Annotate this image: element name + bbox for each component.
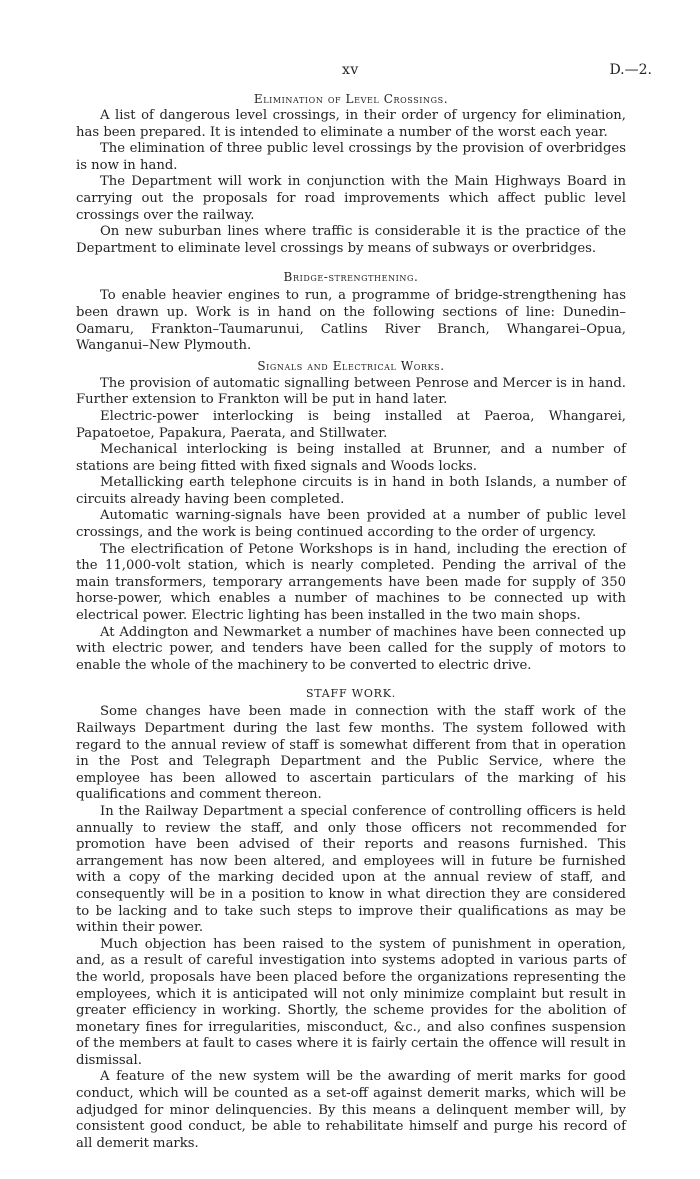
paragraph: At Addington and Newmarket a number of machines have been connected up with electric power, and tenders have been called for the supply of motors to enable the whole of the machinery to be converted to electric drive.	[76, 624, 626, 673]
page-header	[0, 62, 700, 82]
section-heading: Signals and Electrical Works.	[257, 358, 445, 373]
section-bridge-strengthening	[76, 269, 626, 354]
section-elimination-of-level-crossings	[76, 91, 626, 257]
paragraph: Automatic warning-signals have been provided at a number of public level crossings, and the work is being continued according to the order of urgency.	[76, 508, 626, 541]
paragraph: The Department will work in conjunction with the Main Highways Board in carrying out the proposals for road improvements which affect public level crossings over the railway.	[76, 174, 626, 223]
paragraph: The electrification of Petone Workshops is in hand, including the erection of the 11,000-volt station, which is nearly completed. Pending the arrival of the main transformers, temporary arrangements have been made for supply of 350 horse-power, which enables a number of machines to be connected up with electrical power. Electric lighting has been installed in the two main shops.	[76, 541, 626, 624]
section-signals-and-electrical-works	[76, 358, 626, 675]
section-heading: Bridge-strengthening.	[283, 270, 419, 285]
paragraph: The elimination of three public level crossings by the provision of overbridges is now in hand.	[76, 141, 626, 173]
paragraph: Metallicking earth telephone circuits is in hand in both Islands, a number of circuits already having been completed.	[76, 475, 626, 507]
paragraph: On new suburban lines where traffic is considerable it is the practice of the Department to eliminate level crossings by means of subways or overbridges.	[76, 224, 626, 256]
paragraph: In the Railway Department a special conference of controlling officers is held annually to review the staff, and only those officers not recommended for promotion have been advised of their reports and reasons furnished. This arrangement has now been altered, and employees will in future be furnished with a copy of the marking decided upon at the annual review of staff, and consequently will be in a position to know in what direction they are considered to be lacking and to take such steps to improve their qualifications as may be within their power.	[76, 803, 626, 936]
paragraph: Some changes have been made in connection with the staff work of the Railways Department during the last few months. The system followed with regard to the annual review of staff is somewhat different from that in operation in the Post and Telegraph Department and the Public Service, where the employee has been allowed to ascertain particulars of the marking of his qualifications and comment thereon.	[76, 704, 626, 803]
paragraph: Much objection has been raised to the system of punishment in operation, and, as a result of careful investigation into systems adopted in various parts of the world, proposals have been placed before the organizations representing the employees, which it is anticipated will not only minimize complaint but result in greater efficiency in working. Shortly, the scheme provides for the abolition of monetary fines for irregularities, misconduct, &c., and also confines suspension of the members at fault to cases where it is fairly certain the offence will result in dismissal.	[76, 936, 626, 1068]
section-heading: Elimination of Level Crossings.	[253, 92, 449, 106]
document-reference: D.—2.	[609, 62, 652, 78]
paragraph: To enable heavier engines to run, a programme of bridge-strengthening has been drawn up. Work is in hand on the following sections of line: Dunedin–Oamaru, Frankton–Taumarunui, Catlins River Branch, Whangarei–Opua, Wanganui–New Plymouth.	[76, 288, 626, 354]
paragraph: Mechanical interlocking is being installed at Brunner, and a number of stations are being fitted with fixed signals and Woods locks.	[76, 442, 626, 474]
paragraph: A feature of the new system will be the awarding of merit marks for good conduct, which will be counted as a set-off against demerit marks, which will be adjudged for minor delinquencies. By this means a delinquent member will, by consistent good conduct, be able to rehabilitate himself and purge his record of all demerit marks.	[76, 1069, 626, 1151]
paragraph: A list of dangerous level crossings, in their order of urgency for elimination, has been prepared. It is intended to eliminate a number of the worst each year.	[76, 108, 626, 140]
section-staff-work	[76, 686, 626, 1152]
paragraph: The provision of automatic signalling between Penrose and Mercer is in hand. Further extension to Frankton will be put in hand later.	[76, 375, 626, 408]
section-heading: STAFF WORK.	[305, 687, 397, 701]
page-number: xv	[342, 62, 359, 78]
page-body	[76, 91, 626, 1152]
paragraph: Electric-power interlocking is being installed at Paeroa, Whangarei, Papatoetoe, Papakura, Paerata, and Stillwater.	[76, 408, 626, 441]
